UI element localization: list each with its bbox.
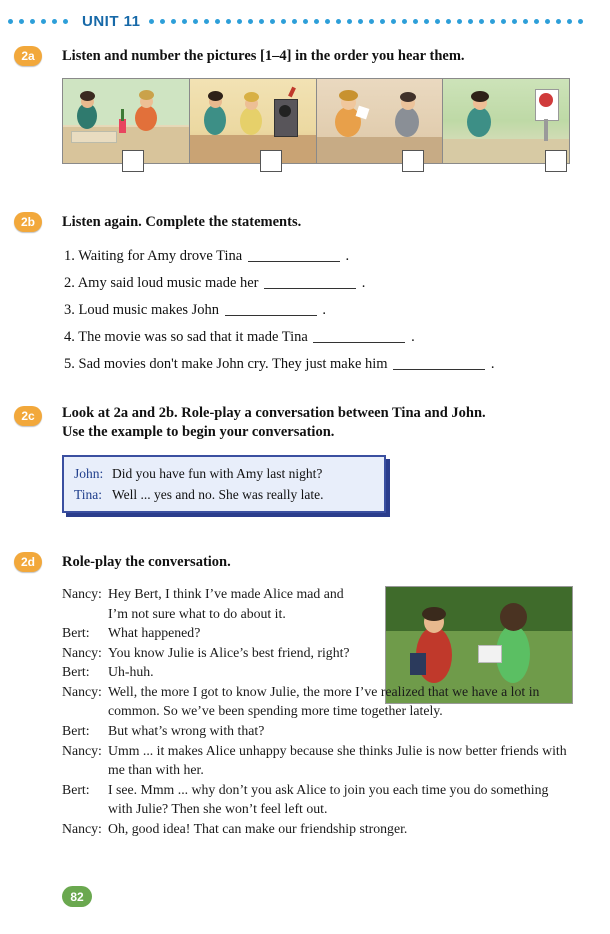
conversation-speaker-2: Bert: [62,625,90,641]
statement-3 [64,302,326,319]
answer-box-3[interactable] [402,150,424,172]
statement-2-blank[interactable] [264,275,356,289]
statement-1-end: . [345,248,350,264]
conversation-speaker-9: Nancy: [62,820,102,836]
statement-4-text: The movie was so sad that it made Tina [78,329,308,345]
conversation-line-3 [62,643,570,663]
statement-2-text: Amy said loud music made her [77,275,259,291]
statement-5-end: . [490,356,495,372]
statement-3-end: . [322,302,326,318]
conversation-text-2: What happened? [108,625,201,641]
conversation-text-4: Uh-huh. [108,664,154,680]
statement-5-text: Sad movies don't make John cry. They just make him [78,356,388,372]
instruction-2c-line1: Look at 2a and 2b. Role-play a conversation between Tina and John. [62,405,486,421]
conversation-text-3: You know Julie is Alice’s best friend, right? [108,644,350,660]
statement-4-blank[interactable] [313,329,405,343]
section-marker-2b: 2b [14,212,42,232]
statement-1-blank[interactable] [248,248,340,262]
section-marker-2c: 2c [14,406,42,426]
statement-3-blank[interactable] [225,302,317,316]
instruction-2a: Listen and number the pictures [1–4] in the order you hear them. [62,48,465,64]
conversation-line-1 [62,584,570,623]
conversation-speaker-4: Bert: [62,664,90,680]
statement-2-number: 2. [64,275,75,291]
instruction-2d: Role-play the conversation. [62,554,231,570]
statement-4-end: . [411,329,415,345]
instruction-2b: Listen again. Complete the statements. [62,214,302,230]
statement-5 [64,356,494,373]
example-dialog-text-1: Did you have fun with Amy last night? [112,466,323,481]
example-dialog-line-2 [74,485,374,506]
conversation-script [62,584,570,839]
conversation-line-5 [62,682,570,721]
statement-1-number: 1. [64,248,75,264]
statement-1-text: Waiting for Amy drove Tina [78,248,243,264]
answer-box-4[interactable] [545,150,567,172]
conversation-speaker-3: Nancy: [62,644,102,660]
instruction-2c-line2: Use the example to begin your conversation. [62,424,335,440]
conversation-speaker-7: Nancy: [62,742,102,758]
example-dialog-speaker-1: John: [74,466,104,481]
conversation-speaker-5: Nancy: [62,683,102,699]
picture-3 [317,79,444,163]
conversation-text-9: Oh, good idea! That can make our friendship stronger. [108,820,408,836]
header-dots-left [0,18,74,24]
conversation-line-4 [62,662,570,682]
statement-4-number: 4. [64,329,75,345]
conversation-text-6: But what’s wrong with that? [108,723,265,739]
conversation-line-2 [62,623,570,643]
statement-2-end: . [361,275,366,291]
statement-4 [64,329,415,346]
conversation-text-7: Umm ... it makes Alice unhappy because she thinks Julie is now better friends with me than with her. [108,742,567,778]
statement-5-blank[interactable] [393,356,485,370]
conversation-speaker-1: Nancy: [62,586,102,601]
conversation-line-9 [62,819,570,839]
header-dots-right [149,18,610,24]
statement-3-number: 3. [64,302,75,318]
picture-2 [190,79,317,163]
page-number: 82 [62,886,92,907]
statement-2 [64,275,365,292]
unit-title: UNIT 11 [82,12,141,30]
page-header [0,8,610,34]
example-dialog-box [62,455,386,513]
conversation-line-6 [62,721,570,741]
answer-box-1[interactable] [122,150,144,172]
conversation-line-8 [62,780,570,819]
statement-1 [64,248,349,265]
conversation-speaker-8: Bert: [62,781,90,797]
statement-3-text: Loud music makes John [78,302,220,318]
example-dialog-speaker-2: Tina: [74,486,103,502]
section-marker-2a: 2a [14,46,42,66]
statement-5-number: 5. [64,356,75,372]
example-dialog-text-2: Well ... yes and no. She was really late. [112,486,324,502]
example-dialog-line-1 [74,464,374,485]
section-marker-2d: 2d [14,552,42,572]
conversation-text-5: Well, the more I got to know Julie, the more I’ve realized that we have a lot in common. So we’ve been spending more time together lately. [108,683,540,719]
conversation-line-7 [62,741,570,780]
answer-box-2[interactable] [260,150,282,172]
conversation-speaker-6: Bert: [62,723,90,739]
conversation-text-1: Hey Bert, I think I’ve made Alice mad and I’m not sure what to do about it. [108,586,344,621]
conversation-text-8: I see. Mmm ... why don’t you ask Alice to join you each time you do something with Julie? Then she won’t feel left out. [108,781,549,817]
